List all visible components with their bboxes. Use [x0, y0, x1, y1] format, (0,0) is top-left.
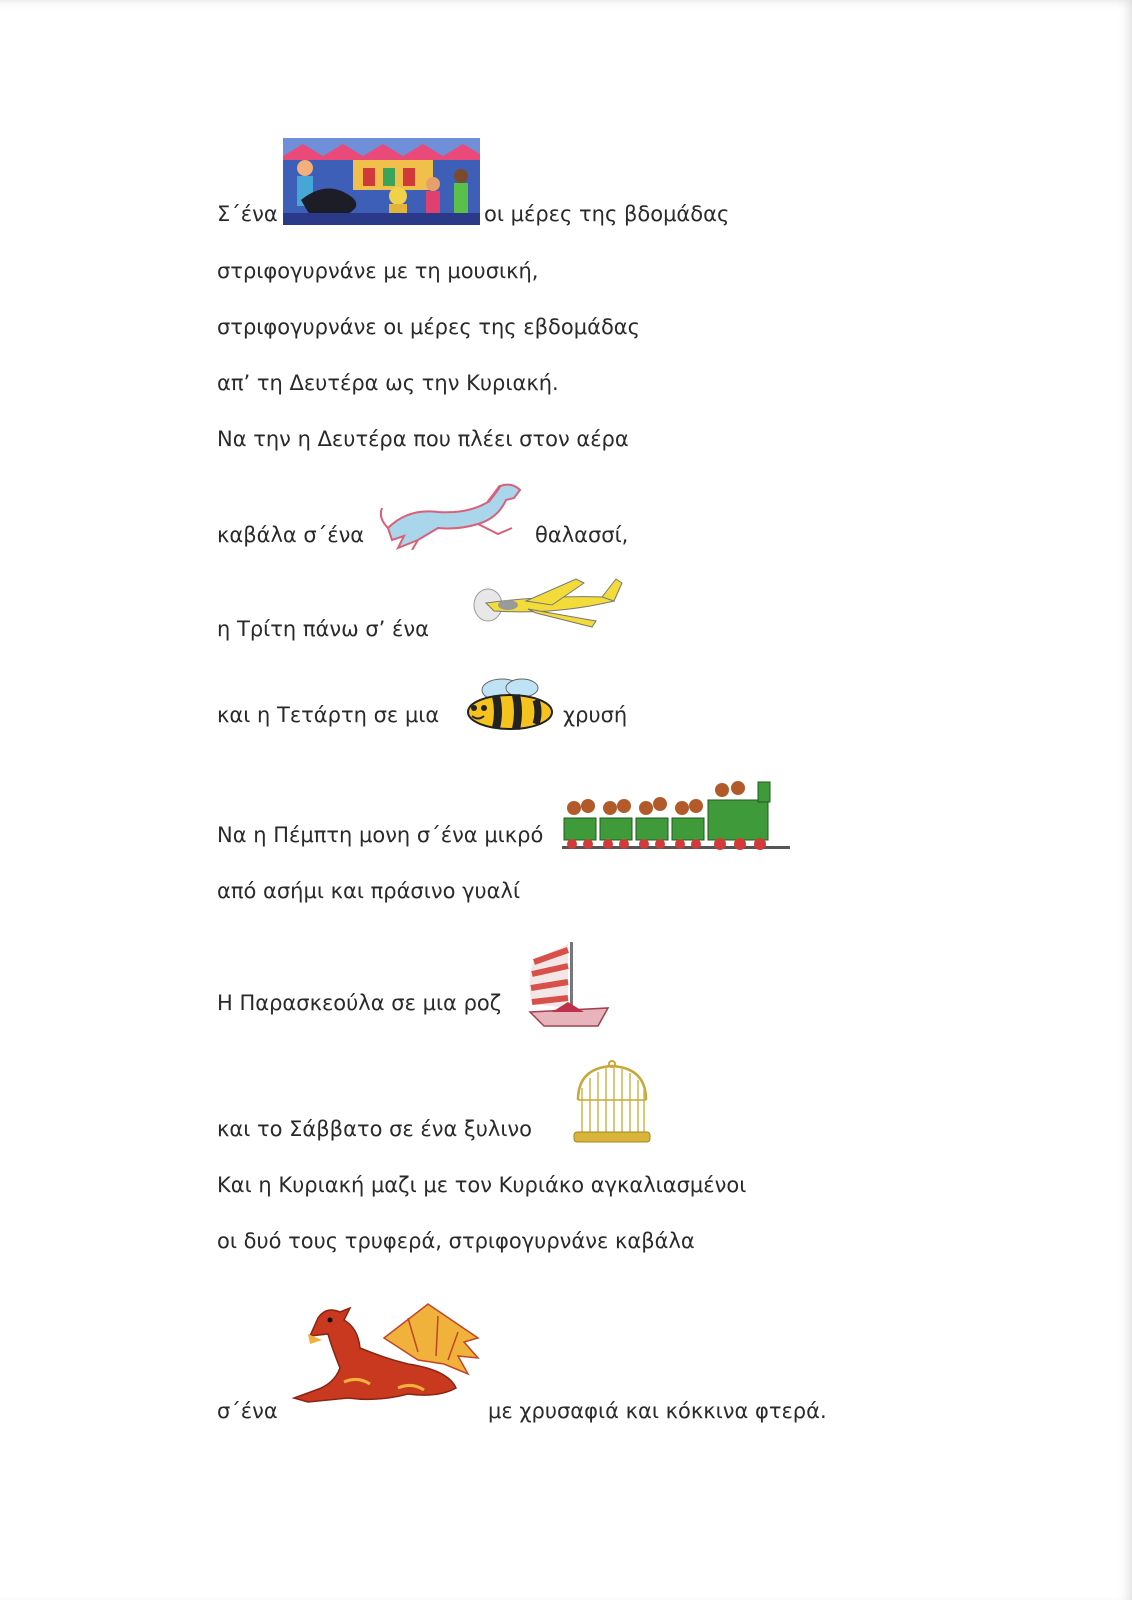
birdcage-picture [572, 1060, 652, 1146]
poem-line-6b: θαλασσί, [535, 523, 629, 547]
poem-line-10: από ασήμι και πράσινο γυαλί [217, 879, 521, 903]
poem-line-11: Η Παρασκεούλα σε μια ροζ [217, 991, 502, 1015]
airplane-picture [466, 575, 624, 637]
poem-line-1b: οι μέρες της βδομάδας [484, 202, 730, 226]
poem-line-2: στριφογυρνάνε με τη μουσική, [217, 259, 539, 283]
poem-line-9: Να η Πέμπτη μονη σ΄ένα μικρό [217, 823, 544, 847]
poem-line-4: απ’ τη Δευτέρα ως την Κυριακή. [217, 371, 559, 395]
sailboat-picture [528, 940, 610, 1030]
bee-picture [450, 676, 560, 732]
poem-line-12: και το Σάββατο σε ένα ξυλινο [217, 1117, 532, 1141]
poem-line-1a: Σ΄ένα [217, 202, 278, 226]
poem-line-7: η Τρίτη πάνω σ’ ένα [217, 617, 429, 641]
poem-line-13: Και η Κυριακή μαζι με τον Κυριάκο αγκαλιασμένοι [217, 1173, 747, 1197]
poem-line-6a: καβάλα σ΄ένα [217, 523, 365, 547]
poem-line-15a: σ΄ένα [217, 1399, 278, 1423]
poem-line-8a: και η Τετάρτη σε μια [217, 703, 440, 727]
horse-picture [378, 478, 530, 550]
poem-line-14: οι δυό τους τρυφερά, στριφογυρνάνε καβάλα [217, 1229, 695, 1253]
carousel-picture [283, 138, 480, 225]
poem-line-8b: χρυσή [563, 703, 628, 727]
poem-line-15b: με χρυσαφιά και κόκκινα φτερά. [488, 1399, 827, 1423]
train-picture [562, 760, 790, 856]
poem-line-3: στριφογυρνάνε οι μέρες της εβδομάδας [217, 315, 640, 339]
dragon-picture [288, 1298, 484, 1410]
poem-line-5: Να την η Δευτέρα που πλέει στον αέρα [217, 427, 629, 451]
